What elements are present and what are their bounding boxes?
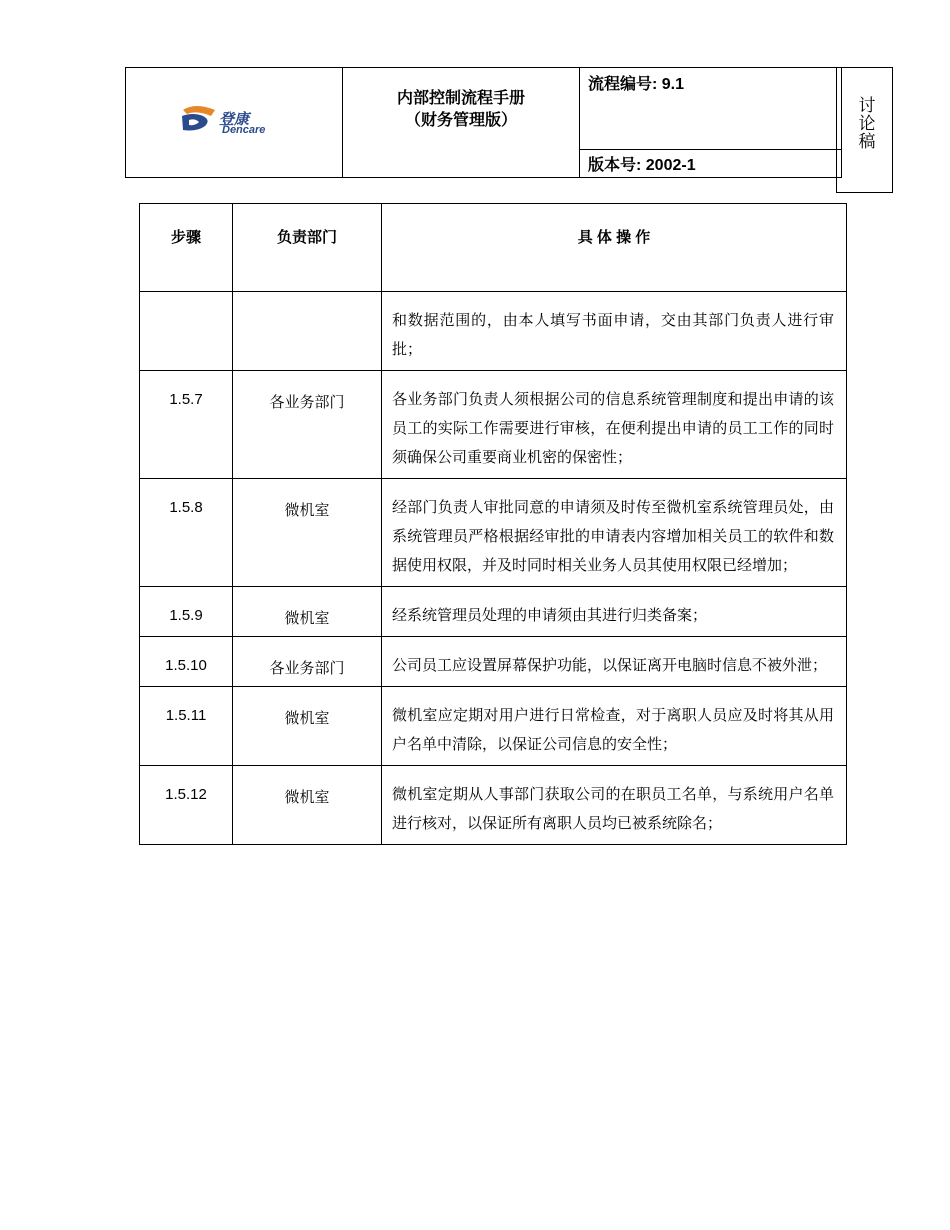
department-cell xyxy=(233,292,382,371)
table-row xyxy=(140,637,847,687)
step-cell xyxy=(140,292,233,371)
logo-english-text: Dencare xyxy=(222,124,266,136)
procedure-table xyxy=(139,203,847,845)
operation-cell: 微机室应定期对用户进行日常检查，对于离职人员应及时将其从用户名单中清除，以保证公司信息的安全性； xyxy=(382,687,847,766)
logo-chinese-text: 登康 xyxy=(219,111,250,128)
operation-cell: 经部门负责人审批同意的申请须及时传至微机室系统管理员处，由系统管理员严格根据经审批的申请表内容增加相关员工的软件和数据使用权限，并及时同时相关业务人员其使用权限已经增加； xyxy=(382,479,847,587)
step-cell: 1.5.8 xyxy=(140,479,233,587)
dencare-logo-icon xyxy=(181,104,217,132)
step-cell: 1.5.9 xyxy=(140,587,233,637)
table-row xyxy=(140,479,847,587)
header-step: 步骤 xyxy=(140,204,233,292)
department-cell: 微机室 xyxy=(233,687,382,766)
draft-label: 讨论稿 xyxy=(854,96,875,150)
logo-cell xyxy=(126,68,343,178)
version-number: 版本号: 2002-1 xyxy=(580,150,842,178)
department-cell: 各业务部门 xyxy=(233,371,382,479)
table-row xyxy=(140,766,847,845)
table-row xyxy=(140,687,847,766)
header-operation: 具 体 操 作 xyxy=(382,204,847,292)
step-cell: 1.5.11 xyxy=(140,687,233,766)
header-department: 负责部门 xyxy=(233,204,382,292)
table-row xyxy=(140,587,847,637)
department-cell: 微机室 xyxy=(233,766,382,845)
department-cell: 微机室 xyxy=(233,479,382,587)
manual-title xyxy=(343,68,580,178)
operation-cell: 公司员工应设置屏幕保护功能，以保证离开电脑时信息不被外泄； xyxy=(382,637,847,687)
operation-cell: 微机室定期从人事部门获取公司的在职员工名单，与系统用户名单进行核对，以保证所有离职人员均已被系统除名； xyxy=(382,766,847,845)
manual-title-line1: 内部控制流程手册 xyxy=(396,90,525,107)
table-row xyxy=(140,371,847,479)
table-row xyxy=(140,292,847,371)
process-number: 流程编号: 9.1 xyxy=(580,68,842,150)
department-cell: 各业务部门 xyxy=(233,637,382,687)
step-cell: 1.5.10 xyxy=(140,637,233,687)
operation-cell: 各业务部门负责人须根据公司的信息系统管理制度和提出申请的该员工的实际工作需要进行审核，在便利提出申请的员工工作的同时须确保公司重要商业机密的保密性； xyxy=(382,371,847,479)
step-cell: 1.5.12 xyxy=(140,766,233,845)
draft-label-box xyxy=(836,67,893,193)
manual-title-line2: （财务管理版） xyxy=(404,112,517,129)
step-cell: 1.5.7 xyxy=(140,371,233,479)
department-cell: 微机室 xyxy=(233,587,382,637)
table-header-row xyxy=(140,204,847,292)
operation-cell: 经系统管理员处理的申请须由其进行归类备案； xyxy=(382,587,847,637)
document-header xyxy=(125,67,842,178)
operation-cell: 和数据范围的，由本人填写书面申请，交由其部门负责人进行审批； xyxy=(382,292,847,371)
